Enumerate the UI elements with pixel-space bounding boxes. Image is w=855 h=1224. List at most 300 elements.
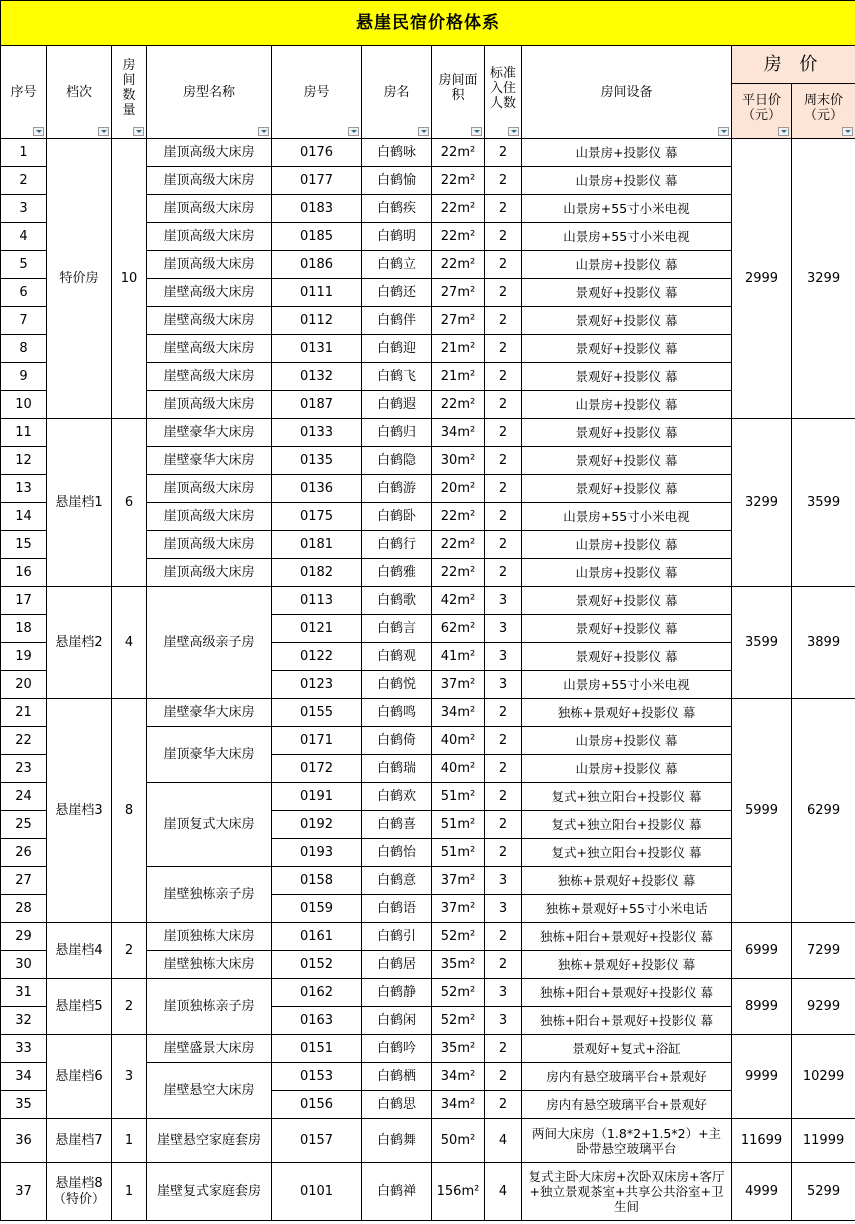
cell-area: 21m² — [432, 363, 485, 391]
cell-room-no: 0163 — [272, 1007, 362, 1035]
cell-count: 1 — [112, 1119, 147, 1163]
cell-seq: 28 — [1, 895, 47, 923]
cell-room-name: 白鹤歌 — [362, 587, 432, 615]
cell-seq: 4 — [1, 223, 47, 251]
cell-facilities: 复式+独立阳台+投影仪 幕 — [522, 783, 732, 811]
cell-capacity: 3 — [485, 979, 522, 1007]
cell-room-no: 0187 — [272, 391, 362, 419]
cell-capacity: 3 — [485, 615, 522, 643]
header-type: 房型名称 — [147, 46, 272, 139]
cell-room-name: 白鹤行 — [362, 531, 432, 559]
cell-room-no: 0132 — [272, 363, 362, 391]
cell-room-no: 0159 — [272, 895, 362, 923]
cell-room-no: 0177 — [272, 167, 362, 195]
cell-facilities: 独栋+景观好+投影仪 幕 — [522, 951, 732, 979]
cell-room-type: 崖顶独栋亲子房 — [147, 979, 272, 1035]
cell-room-type: 崖顶独栋大床房 — [147, 923, 272, 951]
cell-seq: 18 — [1, 615, 47, 643]
cell-seq: 20 — [1, 671, 47, 699]
cell-area: 27m² — [432, 279, 485, 307]
cell-capacity: 2 — [485, 531, 522, 559]
cell-weekday-price: 11699 — [732, 1119, 792, 1163]
cell-facilities: 复式+独立阳台+投影仪 幕 — [522, 839, 732, 867]
cell-room-name: 白鹤瑞 — [362, 755, 432, 783]
cell-room-name: 白鹤引 — [362, 923, 432, 951]
cell-seq: 27 — [1, 867, 47, 895]
cell-capacity: 2 — [485, 419, 522, 447]
cell-area: 40m² — [432, 755, 485, 783]
filter-dropdown-icon[interactable] — [842, 127, 853, 136]
cell-room-name: 白鹤意 — [362, 867, 432, 895]
cell-area: 34m² — [432, 699, 485, 727]
cell-room-name: 白鹤栖 — [362, 1063, 432, 1091]
cell-room-no: 0135 — [272, 447, 362, 475]
cell-weekend-price: 7299 — [792, 923, 855, 979]
cell-facilities: 景观好+投影仪 幕 — [522, 643, 732, 671]
cell-room-name: 白鹤思 — [362, 1091, 432, 1119]
cell-room-type: 崖顶高级大床房 — [147, 391, 272, 419]
table-row — [1, 979, 855, 1007]
cell-seq: 30 — [1, 951, 47, 979]
cell-facilities: 景观好+投影仪 幕 — [522, 447, 732, 475]
cell-capacity: 2 — [485, 951, 522, 979]
cell-seq: 26 — [1, 839, 47, 867]
cell-capacity: 3 — [485, 867, 522, 895]
cell-capacity: 2 — [485, 1091, 522, 1119]
cell-facilities: 景观好+投影仪 幕 — [522, 615, 732, 643]
cell-weekend-price: 11999 — [792, 1119, 855, 1163]
cell-area: 22m² — [432, 167, 485, 195]
cell-room-no: 0172 — [272, 755, 362, 783]
cell-count: 4 — [112, 587, 147, 699]
cell-area: 22m² — [432, 251, 485, 279]
cell-seq: 3 — [1, 195, 47, 223]
cell-facilities: 独栋+阳台+景观好+投影仪 幕 — [522, 1007, 732, 1035]
cell-room-no: 0121 — [272, 615, 362, 643]
cell-room-name: 白鹤静 — [362, 979, 432, 1007]
cell-seq: 7 — [1, 307, 47, 335]
cell-capacity: 4 — [485, 1163, 522, 1221]
cell-facilities: 山景房+投影仪 幕 — [522, 559, 732, 587]
cell-room-type: 崖壁豪华大床房 — [147, 419, 272, 447]
cell-capacity: 2 — [485, 839, 522, 867]
cell-facilities: 山景房+55寸小米电视 — [522, 195, 732, 223]
cell-count: 10 — [112, 139, 147, 419]
cell-area: 34m² — [432, 419, 485, 447]
cell-seq: 34 — [1, 1063, 47, 1091]
cell-room-no: 0152 — [272, 951, 362, 979]
cell-room-name: 白鹤居 — [362, 951, 432, 979]
cell-grade: 悬崖档7 — [47, 1119, 112, 1163]
cell-capacity: 2 — [485, 447, 522, 475]
cell-seq: 6 — [1, 279, 47, 307]
cell-facilities: 山景房+投影仪 幕 — [522, 727, 732, 755]
cell-seq: 15 — [1, 531, 47, 559]
cell-seq: 14 — [1, 503, 47, 531]
cell-facilities: 独栋+景观好+投影仪 幕 — [522, 699, 732, 727]
cell-seq: 32 — [1, 1007, 47, 1035]
cell-room-no: 0193 — [272, 839, 362, 867]
cell-room-no: 0136 — [272, 475, 362, 503]
table-row — [1, 1163, 855, 1221]
cell-capacity: 2 — [485, 727, 522, 755]
cell-capacity: 2 — [485, 923, 522, 951]
cell-facilities: 房内有悬空玻璃平台+景观好 — [522, 1091, 732, 1119]
cell-capacity: 2 — [485, 139, 522, 167]
cell-count: 1 — [112, 1163, 147, 1221]
cell-seq: 37 — [1, 1163, 47, 1221]
cell-capacity: 2 — [485, 755, 522, 783]
cell-facilities: 景观好+投影仪 幕 — [522, 475, 732, 503]
cell-count: 2 — [112, 923, 147, 979]
cell-seq: 25 — [1, 811, 47, 839]
cell-room-no: 0112 — [272, 307, 362, 335]
table-row — [1, 1119, 855, 1163]
cell-room-type: 崖顶高级大床房 — [147, 531, 272, 559]
cell-facilities: 景观好+投影仪 幕 — [522, 363, 732, 391]
cell-room-no: 0156 — [272, 1091, 362, 1119]
cell-facilities: 景观好+投影仪 幕 — [522, 335, 732, 363]
cell-capacity: 2 — [485, 363, 522, 391]
cell-capacity: 2 — [485, 195, 522, 223]
cell-facilities: 景观好+投影仪 幕 — [522, 587, 732, 615]
cell-room-no: 0186 — [272, 251, 362, 279]
header-weekend: 周末价（元） — [792, 84, 855, 139]
cell-area: 22m² — [432, 559, 485, 587]
cell-weekday-price: 6999 — [732, 923, 792, 979]
cell-capacity: 2 — [485, 699, 522, 727]
cell-room-type: 崖壁悬空大床房 — [147, 1063, 272, 1119]
cell-room-name: 白鹤倚 — [362, 727, 432, 755]
filter-dropdown-icon[interactable] — [98, 127, 109, 136]
cell-room-name: 白鹤飞 — [362, 363, 432, 391]
cell-seq: 2 — [1, 167, 47, 195]
cell-capacity: 2 — [485, 167, 522, 195]
cell-room-type: 崖顶高级大床房 — [147, 167, 272, 195]
cell-room-name: 白鹤立 — [362, 251, 432, 279]
cell-grade: 悬崖档6 — [47, 1035, 112, 1119]
cell-area: 22m² — [432, 531, 485, 559]
header-room-no: 房号 — [272, 46, 362, 139]
cell-facilities: 山景房+投影仪 幕 — [522, 531, 732, 559]
cell-facilities: 山景房+55寸小米电视 — [522, 503, 732, 531]
cell-capacity: 2 — [485, 223, 522, 251]
filter-dropdown-icon[interactable] — [718, 127, 729, 136]
cell-count: 2 — [112, 979, 147, 1035]
cell-seq: 9 — [1, 363, 47, 391]
cell-facilities: 山景房+55寸小米电视 — [522, 223, 732, 251]
table-row — [1, 139, 855, 167]
cell-room-type: 崖壁高级亲子房 — [147, 587, 272, 699]
header-room-name: 房名 — [362, 46, 432, 139]
cell-area: 51m² — [432, 783, 485, 811]
cell-weekend-price: 3299 — [792, 139, 855, 419]
cell-room-no: 0113 — [272, 587, 362, 615]
cell-facilities: 独栋+阳台+景观好+投影仪 幕 — [522, 979, 732, 1007]
cell-area: 37m² — [432, 895, 485, 923]
cell-facilities: 山景房+55寸小米电视 — [522, 671, 732, 699]
cell-room-name: 白鹤明 — [362, 223, 432, 251]
cell-area: 35m² — [432, 951, 485, 979]
cell-area: 35m² — [432, 1035, 485, 1063]
cell-facilities: 山景房+投影仪 幕 — [522, 755, 732, 783]
cell-area: 51m² — [432, 811, 485, 839]
cell-capacity: 3 — [485, 587, 522, 615]
cell-weekend-price: 3599 — [792, 419, 855, 587]
cell-room-type: 崖壁悬空家庭套房 — [147, 1119, 272, 1163]
table-row — [1, 587, 855, 615]
cell-capacity: 3 — [485, 671, 522, 699]
cell-room-type: 崖顶高级大床房 — [147, 195, 272, 223]
cell-facilities: 独栋+景观好+55寸小米电话 — [522, 895, 732, 923]
cell-room-no: 0131 — [272, 335, 362, 363]
cell-seq: 19 — [1, 643, 47, 671]
cell-seq: 24 — [1, 783, 47, 811]
cell-facilities: 景观好+投影仪 幕 — [522, 419, 732, 447]
cell-weekday-price: 9999 — [732, 1035, 792, 1119]
cell-seq: 23 — [1, 755, 47, 783]
cell-room-type: 崖壁盛景大床房 — [147, 1035, 272, 1063]
cell-facilities: 景观好+复式+浴缸 — [522, 1035, 732, 1063]
cell-area: 34m² — [432, 1063, 485, 1091]
cell-room-no: 0157 — [272, 1119, 362, 1163]
cell-seq: 35 — [1, 1091, 47, 1119]
cell-weekday-price: 3599 — [732, 587, 792, 699]
cell-room-name: 白鹤喜 — [362, 811, 432, 839]
filter-dropdown-icon[interactable] — [418, 127, 429, 136]
cell-facilities: 独栋+阳台+景观好+投影仪 幕 — [522, 923, 732, 951]
cell-room-name: 白鹤悦 — [362, 671, 432, 699]
cell-facilities: 山景房+投影仪 幕 — [522, 391, 732, 419]
cell-room-type: 崖顶复式大床房 — [147, 783, 272, 867]
cell-room-name: 白鹤雅 — [362, 559, 432, 587]
cell-room-type: 崖顶高级大床房 — [147, 251, 272, 279]
cell-room-no: 0123 — [272, 671, 362, 699]
cell-area: 22m² — [432, 223, 485, 251]
cell-seq: 21 — [1, 699, 47, 727]
cell-room-name: 白鹤言 — [362, 615, 432, 643]
cell-seq: 11 — [1, 419, 47, 447]
cell-room-no: 0175 — [272, 503, 362, 531]
cell-room-name: 白鹤鸣 — [362, 699, 432, 727]
cell-area: 42m² — [432, 587, 485, 615]
cell-facilities: 山景房+投影仪 幕 — [522, 251, 732, 279]
cell-weekend-price: 9299 — [792, 979, 855, 1035]
cell-area: 21m² — [432, 335, 485, 363]
cell-capacity: 2 — [485, 307, 522, 335]
cell-room-name: 白鹤迎 — [362, 335, 432, 363]
cell-capacity: 2 — [485, 1063, 522, 1091]
cell-grade: 悬崖档8（特价） — [47, 1163, 112, 1221]
cell-area: 22m² — [432, 391, 485, 419]
cell-room-name: 白鹤疾 — [362, 195, 432, 223]
cell-room-no: 0185 — [272, 223, 362, 251]
cell-capacity: 2 — [485, 503, 522, 531]
cell-room-type: 崖壁复式家庭套房 — [147, 1163, 272, 1221]
cell-capacity: 2 — [485, 279, 522, 307]
header-facilities: 房间设备 — [522, 46, 732, 139]
cell-room-no: 0133 — [272, 419, 362, 447]
cell-seq: 17 — [1, 587, 47, 615]
filter-dropdown-icon[interactable] — [258, 127, 269, 136]
cell-room-no: 0192 — [272, 811, 362, 839]
header-seq: 序号 — [1, 46, 47, 139]
cell-facilities: 景观好+投影仪 幕 — [522, 307, 732, 335]
cell-room-no: 0171 — [272, 727, 362, 755]
filter-dropdown-icon[interactable] — [471, 127, 482, 136]
filter-dropdown-icon[interactable] — [348, 127, 359, 136]
cell-seq: 12 — [1, 447, 47, 475]
cell-weekday-price: 5999 — [732, 699, 792, 923]
cell-facilities: 山景房+投影仪 幕 — [522, 167, 732, 195]
cell-count: 3 — [112, 1035, 147, 1119]
cell-room-type: 崖壁高级大床房 — [147, 363, 272, 391]
cell-area: 22m² — [432, 503, 485, 531]
filter-dropdown-icon[interactable] — [133, 127, 144, 136]
cell-area: 22m² — [432, 195, 485, 223]
cell-capacity: 3 — [485, 1007, 522, 1035]
cell-capacity: 2 — [485, 251, 522, 279]
filter-dropdown-icon[interactable] — [778, 127, 789, 136]
cell-grade: 悬崖档5 — [47, 979, 112, 1035]
cell-area: 37m² — [432, 671, 485, 699]
cell-area: 34m² — [432, 1091, 485, 1119]
cell-room-no: 0162 — [272, 979, 362, 1007]
cell-room-name: 白鹤伴 — [362, 307, 432, 335]
cell-count: 8 — [112, 699, 147, 923]
cell-weekend-price: 3899 — [792, 587, 855, 699]
cell-capacity: 2 — [485, 335, 522, 363]
cell-room-name: 白鹤卧 — [362, 503, 432, 531]
cell-facilities: 独栋+景观好+投影仪 幕 — [522, 867, 732, 895]
cell-area: 40m² — [432, 727, 485, 755]
cell-seq: 5 — [1, 251, 47, 279]
cell-grade: 悬崖档3 — [47, 699, 112, 923]
cell-room-name: 白鹤归 — [362, 419, 432, 447]
cell-area: 37m² — [432, 867, 485, 895]
cell-count: 6 — [112, 419, 147, 587]
cell-room-no: 0151 — [272, 1035, 362, 1063]
cell-room-type: 崖壁高级大床房 — [147, 335, 272, 363]
cell-room-name: 白鹤禅 — [362, 1163, 432, 1221]
cell-room-name: 白鹤欢 — [362, 783, 432, 811]
cell-room-type: 崖顶高级大床房 — [147, 139, 272, 167]
cell-facilities: 房内有悬空玻璃平台+景观好 — [522, 1063, 732, 1091]
cell-grade: 悬崖档1 — [47, 419, 112, 587]
cell-area: 156m² — [432, 1163, 485, 1221]
cell-area: 51m² — [432, 839, 485, 867]
cell-room-type: 崖顶高级大床房 — [147, 559, 272, 587]
cell-room-type: 崖壁豪华大床房 — [147, 447, 272, 475]
cell-room-no: 0182 — [272, 559, 362, 587]
cell-room-name: 白鹤遐 — [362, 391, 432, 419]
cell-area: 27m² — [432, 307, 485, 335]
cell-weekday-price: 8999 — [732, 979, 792, 1035]
cell-room-no: 0191 — [272, 783, 362, 811]
header-area: 房间面积 — [432, 46, 485, 139]
cell-capacity: 3 — [485, 643, 522, 671]
cell-area: 52m² — [432, 979, 485, 1007]
cell-seq: 33 — [1, 1035, 47, 1063]
cell-weekend-price: 6299 — [792, 699, 855, 923]
table-row — [1, 699, 855, 727]
cell-seq: 29 — [1, 923, 47, 951]
table-row — [1, 1035, 855, 1063]
cell-room-no: 0153 — [272, 1063, 362, 1091]
cell-room-type: 崖顶高级大床房 — [147, 475, 272, 503]
cell-room-type: 崖壁独栋大床房 — [147, 951, 272, 979]
cell-facilities: 两间大床房（1.8*2+1.5*2）+主卧带悬空玻璃平台 — [522, 1119, 732, 1163]
cell-room-name: 白鹤愉 — [362, 167, 432, 195]
cell-room-no: 0122 — [272, 643, 362, 671]
cell-room-type: 崖壁高级大床房 — [147, 307, 272, 335]
header-weekday: 平日价（元） — [732, 84, 792, 139]
cell-weekday-price: 4999 — [732, 1163, 792, 1221]
cell-room-no: 0161 — [272, 923, 362, 951]
cell-room-no: 0183 — [272, 195, 362, 223]
cell-room-name: 白鹤舞 — [362, 1119, 432, 1163]
cell-room-name: 白鹤还 — [362, 279, 432, 307]
table-row — [1, 923, 855, 951]
cell-seq: 36 — [1, 1119, 47, 1163]
cell-room-name: 白鹤怡 — [362, 839, 432, 867]
cell-facilities: 山景房+投影仪 幕 — [522, 139, 732, 167]
cell-capacity: 2 — [485, 783, 522, 811]
cell-area: 41m² — [432, 643, 485, 671]
cell-area: 50m² — [432, 1119, 485, 1163]
cell-weekday-price: 3299 — [732, 419, 792, 587]
header-grade: 档次 — [47, 46, 112, 139]
cell-capacity: 3 — [485, 895, 522, 923]
cell-seq: 10 — [1, 391, 47, 419]
cell-room-type: 崖顶高级大床房 — [147, 223, 272, 251]
cell-facilities: 复式主卧大床房+次卧双床房+客厅+独立景观茶室+共享公共浴室+卫生间 — [522, 1163, 732, 1221]
cell-room-name: 白鹤咏 — [362, 139, 432, 167]
cell-area: 52m² — [432, 1007, 485, 1035]
cell-seq: 8 — [1, 335, 47, 363]
cell-room-name: 白鹤吟 — [362, 1035, 432, 1063]
cell-weekend-price: 5299 — [792, 1163, 855, 1221]
cell-seq: 1 — [1, 139, 47, 167]
cell-room-type: 崖壁豪华大床房 — [147, 699, 272, 727]
cell-area: 62m² — [432, 615, 485, 643]
cell-room-name: 白鹤隐 — [362, 447, 432, 475]
cell-area: 20m² — [432, 475, 485, 503]
header-capacity: 标准入住人数 — [485, 46, 522, 139]
cell-capacity: 2 — [485, 391, 522, 419]
cell-room-no: 0176 — [272, 139, 362, 167]
cell-capacity: 2 — [485, 559, 522, 587]
cell-seq: 16 — [1, 559, 47, 587]
cell-facilities: 复式+独立阳台+投影仪 幕 — [522, 811, 732, 839]
cell-weekend-price: 10299 — [792, 1035, 855, 1119]
cell-room-no: 0111 — [272, 279, 362, 307]
cell-area: 52m² — [432, 923, 485, 951]
filter-dropdown-icon[interactable] — [33, 127, 44, 136]
cell-room-type: 崖壁高级大床房 — [147, 279, 272, 307]
cell-room-name: 白鹤观 — [362, 643, 432, 671]
cell-grade: 悬崖档2 — [47, 587, 112, 699]
cell-room-name: 白鹤语 — [362, 895, 432, 923]
cell-seq: 22 — [1, 727, 47, 755]
cell-area: 30m² — [432, 447, 485, 475]
cell-grade: 悬崖档4 — [47, 923, 112, 979]
header-count: 房间数量 — [112, 46, 147, 139]
filter-dropdown-icon[interactable] — [508, 127, 519, 136]
cell-room-no: 0181 — [272, 531, 362, 559]
cell-area: 22m² — [432, 139, 485, 167]
cell-weekday-price: 2999 — [732, 139, 792, 419]
